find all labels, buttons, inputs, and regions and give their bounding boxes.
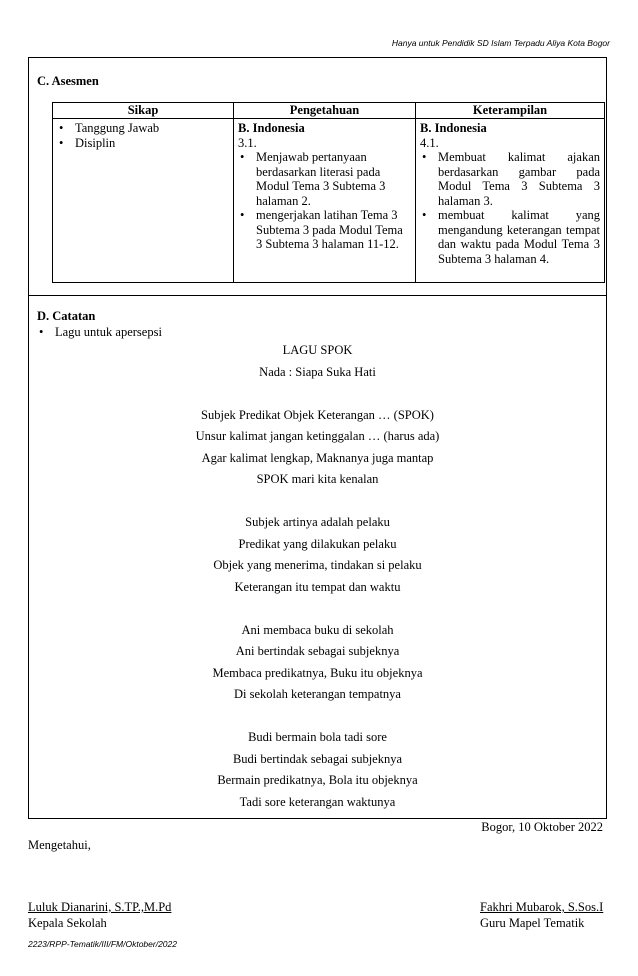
section-divider	[29, 295, 606, 296]
asesmen-header-row	[53, 103, 605, 119]
song-stanza	[29, 727, 606, 813]
column-header-pengetahuan: Pengetahuan	[234, 103, 416, 119]
keterampilan-list	[420, 150, 600, 266]
keterampilan-subject: B. Indonesia	[420, 121, 487, 135]
pengetahuan-subject: B. Indonesia	[238, 121, 305, 135]
document-code: 2223/RPP-Tematik/III/FM/Oktober/2022	[28, 939, 177, 949]
pengetahuan-cell	[234, 119, 416, 283]
list-item: • Membuat kalimat ajakan berdasarkan gambar pada Modul Tema 3 Subtema 3 halaman 3.	[420, 150, 600, 208]
section-c-title: C. Asesmen	[37, 74, 99, 88]
teacher-name: Fakhri Mubarok, S.Sos.I	[480, 900, 604, 914]
keterampilan-code: 4.1.	[420, 135, 439, 150]
pengetahuan-list	[238, 150, 411, 252]
sikap-cell	[53, 119, 234, 283]
lyric-line: Tadi sore keterangan waktunya	[239, 794, 396, 809]
lyric-line: Membaca predikatnya, Buku itu objeknya	[212, 665, 423, 680]
lyric-line: Di sekolah keterangan tempatnya	[234, 687, 401, 701]
lyric-line: Predikat yang dilakukan pelaku	[238, 536, 397, 551]
signature-teacher	[480, 899, 603, 931]
asesmen-body-row	[53, 119, 605, 283]
lyric-line: Agar kalimat lengkap, Maknanya juga mantap	[201, 450, 434, 465]
lyric-line: Bermain predikatnya, Bola itu objeknya	[217, 773, 418, 787]
lyric-line: Budi bermain bola tadi sore	[248, 730, 387, 744]
principal-name: Luluk Dianarini, S.TP.,M.Pd	[28, 900, 172, 914]
list-item: • Lagu untuk apersepsi	[37, 325, 162, 340]
song-stanza	[29, 620, 606, 706]
asesmen-table	[52, 102, 605, 283]
list-item: • Tanggung Jawab	[57, 121, 229, 136]
section-d-title: D. Catatan	[37, 309, 96, 323]
column-header-sikap: Sikap	[53, 103, 234, 119]
lyric-line: Objek yang menerima, tindakan si pelaku	[213, 558, 422, 572]
acknowledged-label: Mengetahui,	[28, 838, 91, 852]
lyric-line: Subjek Predikat Objek Keterangan … (SPOK)	[201, 407, 434, 422]
principal-role: Kepala Sekolah	[28, 916, 107, 930]
song-stanza	[29, 405, 606, 491]
signature-principal	[28, 899, 171, 931]
song-lyrics	[29, 340, 606, 813]
teacher-role: Guru Mapel Tematik	[480, 916, 585, 930]
sikap-list	[57, 121, 229, 150]
list-item: • Disiplin	[57, 136, 229, 151]
pengetahuan-code: 3.1.	[238, 135, 257, 150]
song-stanza	[29, 512, 606, 598]
list-item: • membuat kalimat yang mengandung keterangan tempat dan waktu pada Modul Tema 3 Subtema 3 halaman 4.	[420, 208, 600, 266]
lyric-line: Subjek artinya adalah pelaku	[245, 515, 390, 529]
lyric-line: Ani bertindak sebagai subjeknya	[235, 644, 400, 658]
list-item: • mengerjakan latihan Tema 3 Subtema 3 pada Modul Tema 3 Subtema 3 halaman 11-12.	[238, 208, 411, 252]
song-tune: Nada : Siapa Suka Hati	[259, 364, 376, 379]
document-frame	[28, 57, 607, 819]
keterampilan-cell	[416, 119, 605, 283]
song-title: LAGU SPOK	[282, 343, 353, 357]
list-item: • Menjawab pertanyaan berdasarkan literasi pada Modul Tema 3 Subtema 3 halaman 2.	[238, 150, 411, 208]
lyric-line: SPOK mari kita kenalan	[256, 472, 379, 486]
lyric-line: Budi bertindak sebagai subjeknya	[232, 751, 403, 766]
lyric-line: Unsur kalimat jangan ketinggalan … (harus ada)	[195, 429, 440, 443]
place-date: Bogor, 10 Oktober 2022	[481, 820, 603, 834]
header-note: Hanya untuk Pendidik SD Islam Terpadu Aliya Kota Bogor	[391, 38, 610, 48]
catatan-list	[37, 325, 162, 340]
lyric-line: Ani membaca buku di sekolah	[241, 622, 394, 637]
column-header-keterampilan: Keterampilan	[416, 103, 605, 119]
lyric-line: Keterangan itu tempat dan waktu	[234, 579, 401, 594]
